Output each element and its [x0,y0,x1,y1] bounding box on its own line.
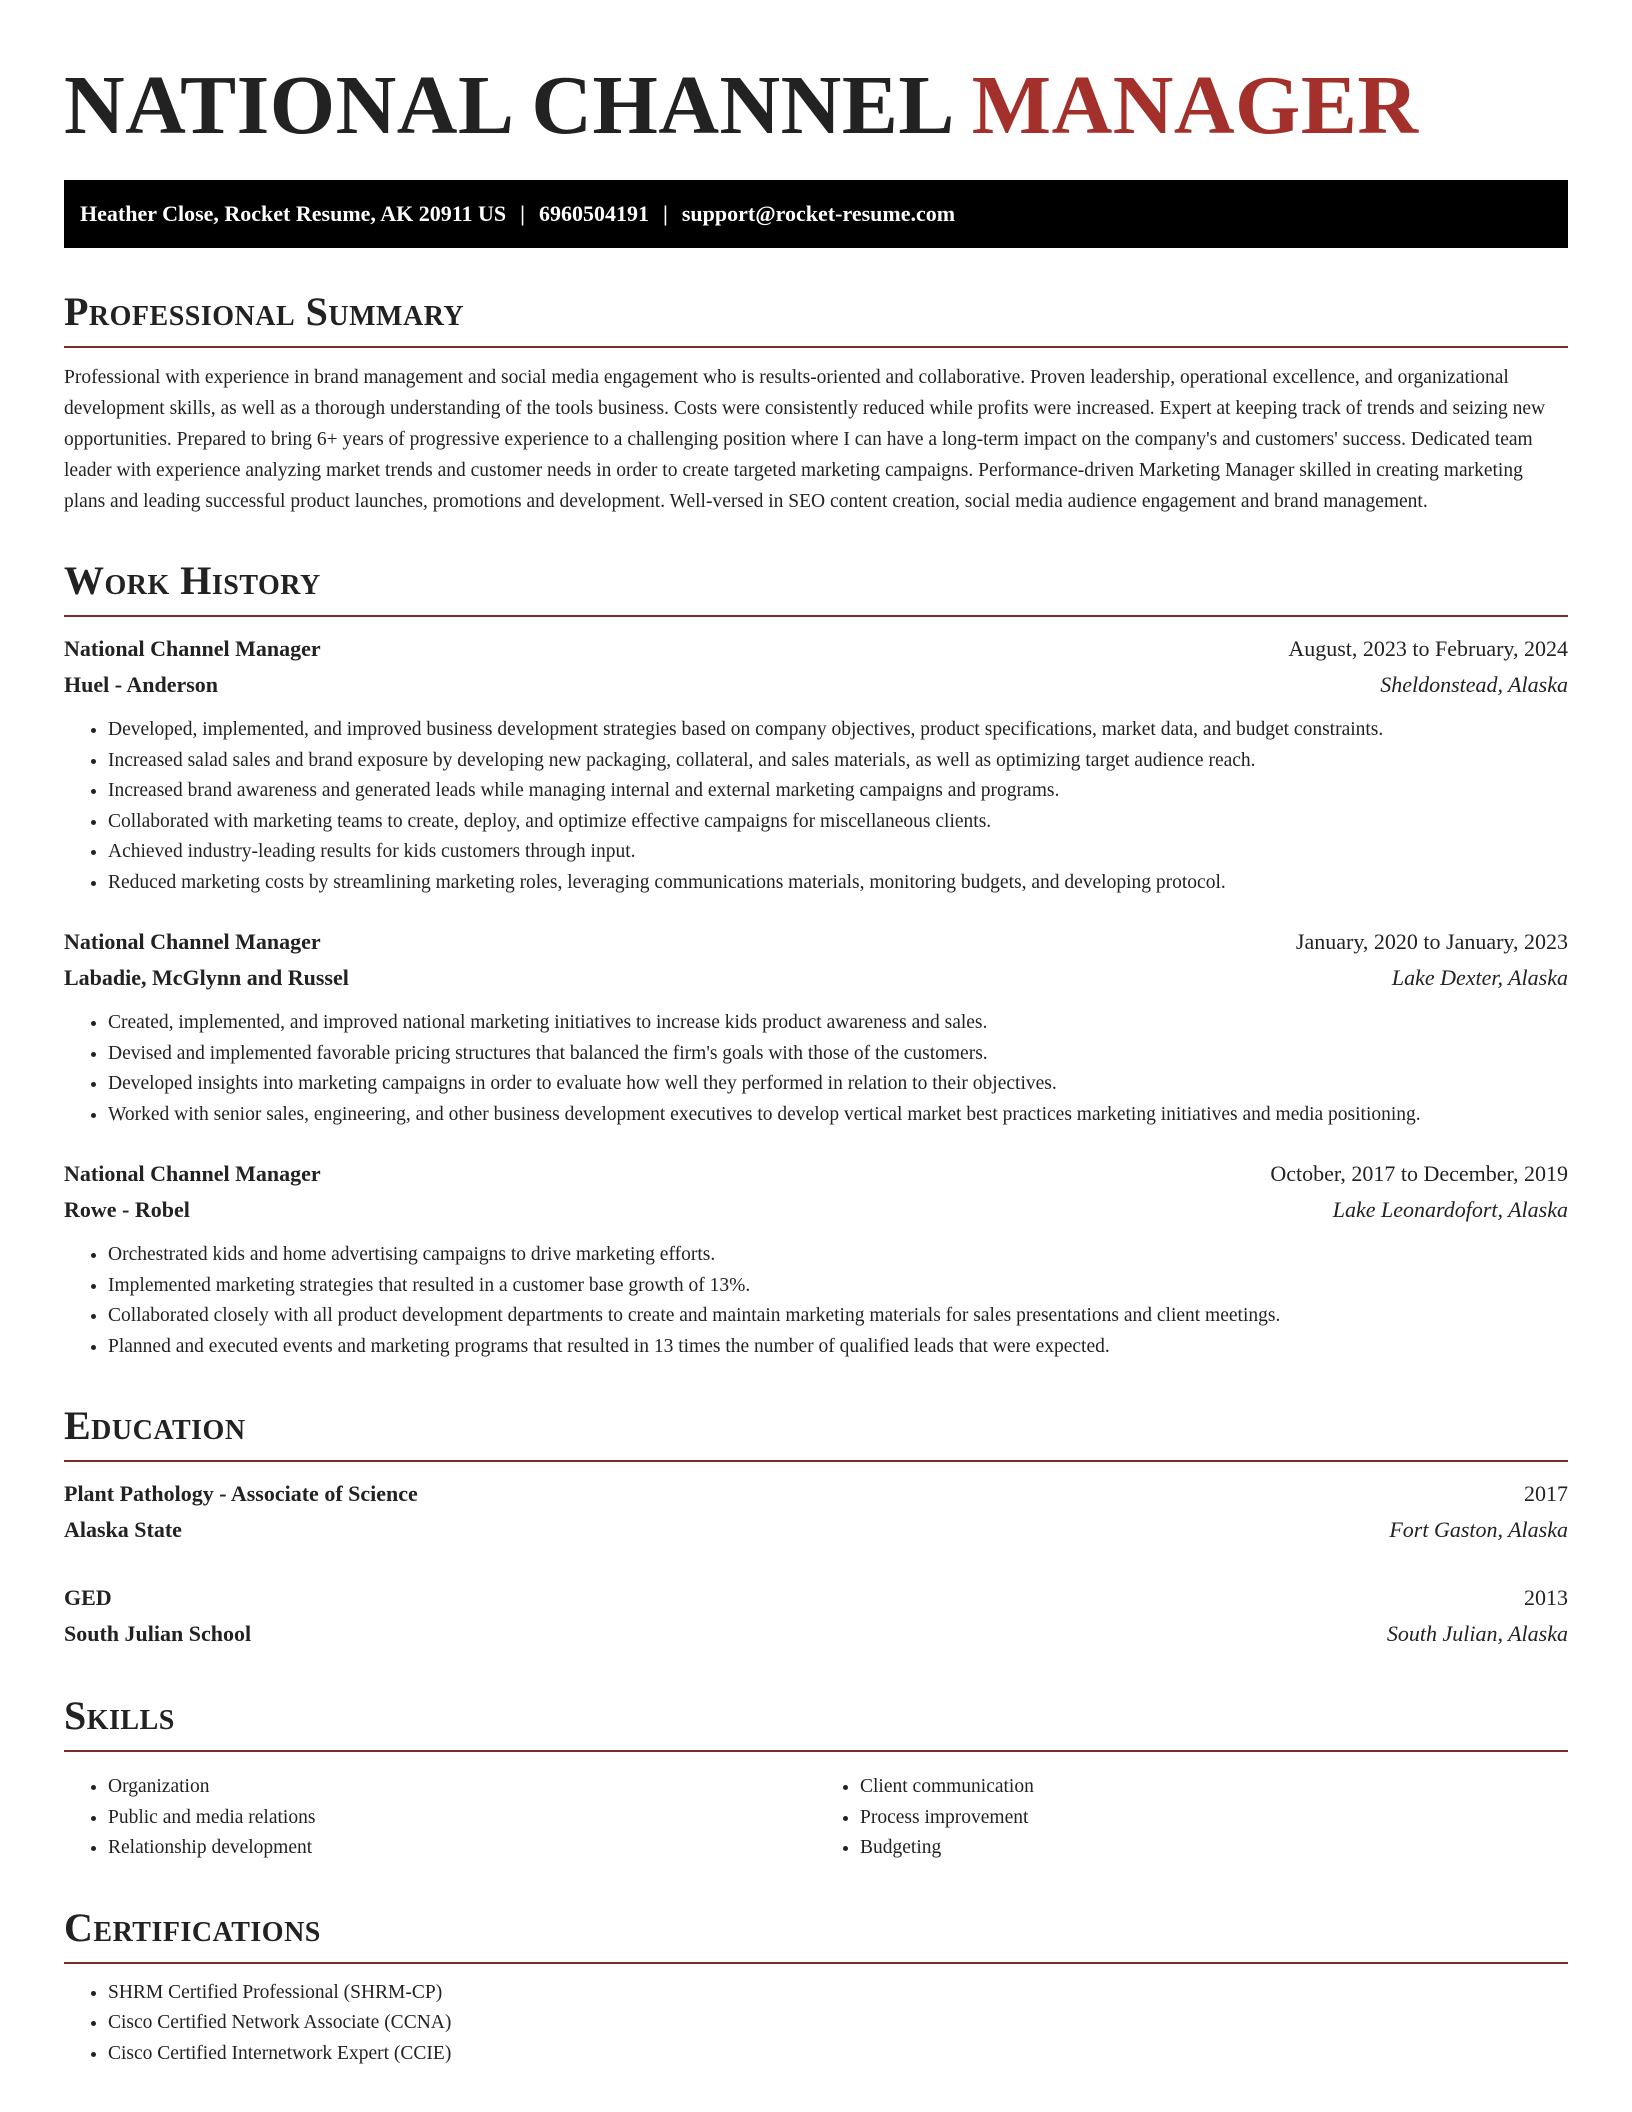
list-item: • Cisco Certified Internetwork Expert (CCIE) [108,2039,1568,2070]
education-year: 2013 [1524,1585,1568,1610]
job-dates: October, 2017 to December, 2019 [1270,1161,1568,1186]
education-entry [64,1580,1568,1652]
job-bullets [64,1008,1568,1130]
list-item: • Cisco Certified Network Associate (CCNA) [108,2008,1568,2039]
section-title-certifications: Certifications [64,1908,1568,1964]
skills-section [64,1693,1568,1864]
job-header-row [64,924,1568,960]
certifications-list [64,1978,1568,2070]
education-degree-row [64,1476,1568,1512]
skills-column-2 [816,1772,1568,1864]
job-company: Huel - Anderson [64,672,219,697]
list-item: • Organization [108,1772,816,1803]
job-company-row [64,960,1568,996]
job-company-row [64,667,1568,703]
education-section [64,1403,1568,1652]
contact-email[interactable]: support@rocket-resume.com [681,201,956,226]
page-title [64,59,1568,152]
list-item: • Achieved industry-leading results for kids customers through input. [108,837,1568,868]
section-title-work: Work History [64,561,1568,617]
education-entry [64,1476,1568,1548]
list-item: • Increased salad sales and brand exposure by developing new packaging, collateral, and sales materials, as well as optimizing target audience reach. [108,746,1568,777]
list-item: • Devised and implemented favorable pricing structures that balanced the firm's goals with those of the customers. [108,1039,1568,1070]
education-degree: Plant Pathology - Associate of Science [64,1481,418,1506]
list-item: • Orchestrated kids and home advertising campaigns to drive marketing efforts. [108,1240,1568,1271]
skills-columns [64,1766,1568,1864]
list-item: • Reduced marketing costs by streamlining marketing roles, leveraging communications materials, monitoring budgets, and developing protocol. [108,868,1568,899]
education-degree: GED [64,1585,112,1610]
job-bullets [64,715,1568,898]
job-location: Sheldonstead, Alaska [1380,672,1568,697]
list-item: • Planned and executed events and marketing programs that resulted in 13 times the number of qualified leads that were expected. [108,1332,1568,1363]
summary-section [64,289,1568,517]
education-location: South Julian, Alaska [1386,1621,1568,1646]
job-company-row [64,1192,1568,1228]
list-item: • Client communication [860,1772,1568,1803]
certifications-section [64,1904,1568,2070]
list-item: • Developed insights into marketing campaigns in order to evaluate how well they performed in relation to their objectives. [108,1069,1568,1100]
job-location: Lake Leonardofort, Alaska [1332,1197,1568,1222]
list-item: • Worked with senior sales, engineering, and other business development executives to develop vertical market best practices marketing initiatives and media positioning. [108,1100,1568,1131]
list-item: • Implemented marketing strategies that resulted in a customer base growth of 13%. [108,1271,1568,1302]
job-role: National Channel Manager [64,929,321,954]
list-item: • Developed, implemented, and improved business development strategies based on company objectives, product specifications, market data, and budget constraints. [108,715,1568,746]
list-item: • Created, implemented, and improved national marketing initiatives to increase kids product awareness and sales. [108,1008,1568,1039]
work-history-section [64,558,1568,1362]
list-item: • Public and media relations [108,1803,816,1834]
job-dates: August, 2023 to February, 2024 [1288,636,1568,661]
contact-separator: | [662,201,668,226]
list-item: • Budgeting [860,1833,1568,1864]
job-bullets [64,1240,1568,1362]
education-school: South Julian School [64,1621,252,1646]
education-year: 2017 [1524,1481,1568,1506]
summary-text: Professional with experience in brand management and social media engagement who is results-oriented and collaborative. Proven leadership, operational excellence, and organizational development skills, as well as a thorough understanding of the tools business. Costs were consistently reduced while profits were increased. Expert at keeping track of trends and seizing new opportunities. Prepared to bring 6+ years of progressive experience to a challenging position where I can have a long-term impact on the company's and customers' success. Dedicated team leader with experience analyzing market trends and customer needs in order to create targeted marketing campaigns. Performance-driven Marketing Manager skilled in creating marketing plans and leading successful product launches, promotions and development. Well-versed in SEO content creation, social media audience engagement and brand management. [64,367,1546,512]
education-school-row [64,1512,1568,1548]
education-school: Alaska State [64,1517,182,1542]
contact-phone: 6960504191 [538,201,649,226]
job-entry [64,631,1568,898]
list-item: • Collaborated closely with all product development departments to create and maintain marketing materials for sales presentations and client meetings. [108,1301,1568,1332]
job-role: National Channel Manager [64,1161,321,1186]
section-title-summary: Professional Summary [64,292,1568,348]
job-entry [64,924,1568,1130]
education-degree-row [64,1580,1568,1616]
contact-address: Heather Close, Rocket Resume, AK 20911 US [80,201,507,226]
title-name: NATIONAL CHANNEL [64,59,951,152]
list-item: • Relationship development [108,1833,816,1864]
job-company: Rowe - Robel [64,1197,190,1222]
job-header-row [64,1156,1568,1192]
job-header-row [64,631,1568,667]
contact-separator: | [520,201,525,226]
section-title-skills: Skills [64,1696,1568,1752]
list-item: • SHRM Certified Professional (SHRM-CP) [108,1978,1568,2009]
job-location: Lake Dexter, Alaska [1391,965,1568,990]
section-title-education: Education [64,1406,1568,1462]
education-location: Fort Gaston, Alaska [1389,1517,1568,1542]
list-item: • Increased brand awareness and generated leads while managing internal and external marketing campaigns and programs. [108,776,1568,807]
skills-column-1 [64,1772,816,1864]
contact-bar [64,180,1568,248]
job-entry [64,1156,1568,1362]
job-dates: January, 2020 to January, 2023 [1295,929,1568,954]
job-role: National Channel Manager [64,636,321,661]
list-item: • Collaborated with marketing teams to create, deploy, and optimize effective campaigns for miscellaneous clients. [108,807,1568,838]
education-school-row [64,1616,1568,1652]
list-item: • Process improvement [860,1803,1568,1834]
title-accent: MANAGER [971,59,1419,152]
job-company: Labadie, McGlynn and Russel [64,965,349,990]
